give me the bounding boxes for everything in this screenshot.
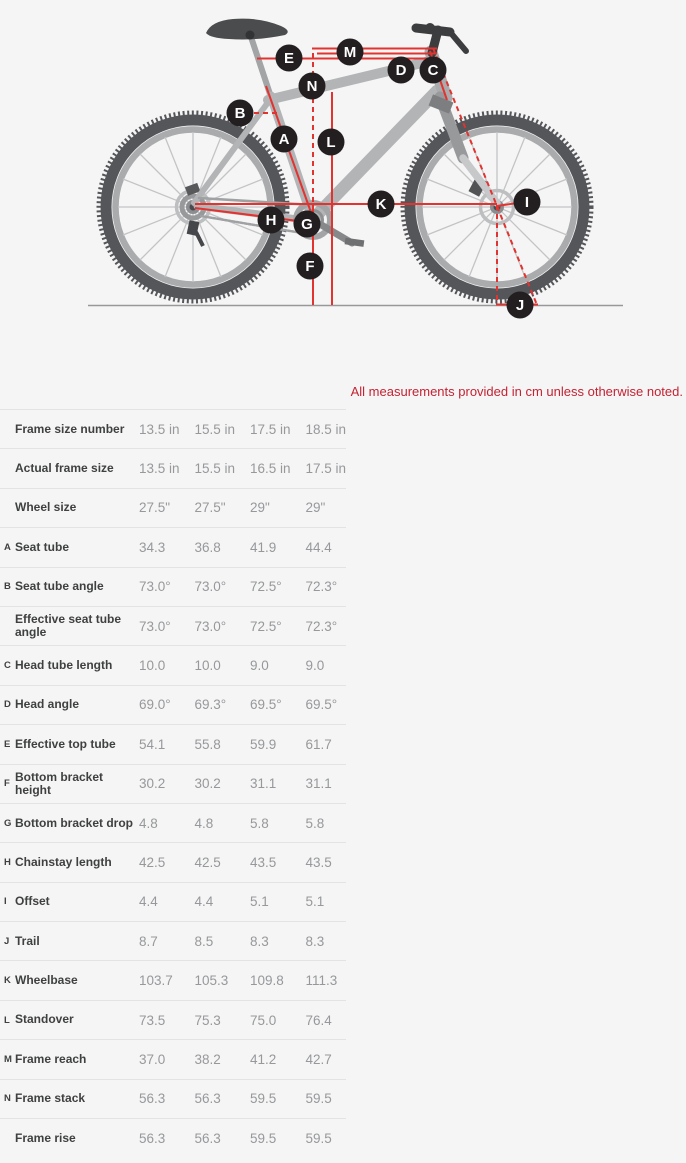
row-value: 30.2 [194,776,221,792]
row-letter: B [4,581,11,593]
row-label: Wheelbase [15,973,78,988]
row-value: 5.1 [305,894,325,910]
row-letter: G [4,817,12,829]
row-value: 13.5 in [139,421,180,437]
row-value: 43.5 [305,854,332,870]
row-value: 69.3° [194,697,227,713]
row-value: 17.5 in [250,421,291,437]
row-value: 27.5" [139,500,171,516]
row-label: Frame reach [15,1051,87,1066]
diagram-badge-c-icon [420,57,447,84]
row-label: Bottom bracket drop [15,815,134,830]
row-label: Effective seat tube angle [15,611,122,640]
row-letter: I [4,896,7,908]
row-letter: N [4,1093,11,1105]
row-value: 55.8 [194,736,221,752]
row-letter: D [4,699,11,711]
svg-text:D: D [395,62,407,80]
table-row [0,567,346,606]
table-row [0,1118,346,1157]
diagram-badge-a-icon [271,126,298,153]
row-value: 56.3 [194,1130,221,1146]
row-label: Bottom bracket height [15,769,104,797]
table-row [0,842,346,881]
geometry-table [0,409,346,1157]
row-value: 10.0 [139,658,166,674]
row-value: 13.5 in [139,461,180,477]
table-row [0,803,346,842]
row-value: 4.8 [194,815,214,831]
row-value: 41.2 [250,1051,277,1067]
row-value: 72.5° [250,579,282,595]
row-label: Frame size number [15,421,125,436]
row-value: 73.5 [139,1012,166,1028]
row-value: 4.8 [139,815,158,831]
row-value: 17.5 in [305,461,347,477]
svg-text:M: M [343,44,357,62]
row-label: Seat tube angle [15,579,104,594]
row-value: 73.0° [194,579,227,595]
row-value: 4.4 [139,894,158,910]
row-label: Actual frame size [15,460,114,475]
row-label: Effective top tube [15,736,116,751]
row-value: 42.7 [305,1051,332,1067]
svg-text:E: E [283,50,295,68]
row-value: 73.0° [139,618,171,634]
table-row [0,1039,346,1078]
row-value: 111.3 [305,973,338,989]
row-value: 15.5 in [194,461,236,477]
row-value: 34.3 [139,539,166,555]
row-value: 42.5 [139,854,166,870]
row-letter: L [4,1014,10,1026]
row-value: 105.3 [194,973,229,989]
row-value: 8.3 [250,933,269,949]
row-value: 73.0° [139,579,171,595]
row-value: 56.3 [139,1091,166,1107]
row-label: Seat tube [15,539,70,554]
row-label: Frame stack [15,1091,86,1106]
diagram-badge-h-icon [258,207,285,234]
svg-text:L: L [326,134,336,152]
row-value: 69.5° [250,697,282,713]
table-row [0,724,346,763]
row-value: 69.0° [139,697,171,713]
svg-text:B: B [234,105,246,123]
table-row [0,488,346,527]
svg-text:G: G [301,216,313,234]
row-value: 29" [250,500,270,516]
row-value: 59.5 [250,1130,277,1146]
row-value: 76.4 [305,1012,332,1028]
row-label: Head tube length [15,657,113,672]
row-value: 59.9 [250,736,277,752]
table-row [0,960,346,999]
diagram-badge-m-icon [337,39,364,66]
row-value: 73.0° [194,618,227,634]
diagram-badge-n-icon [299,73,326,100]
row-value: 43.5 [250,854,277,870]
row-value: 72.3° [305,618,338,634]
row-value: 37.0 [139,1051,166,1067]
row-value: 75.0 [250,1012,277,1028]
row-value: 72.3° [305,579,338,595]
row-value: 109.8 [250,973,284,989]
diagram-badge-b-icon [227,100,254,127]
row-value: 15.5 in [194,421,236,437]
svg-text:K: K [375,196,387,214]
row-value: 16.5 in [250,461,291,477]
row-value: 44.4 [305,539,332,555]
row-value: 38.2 [194,1051,221,1067]
row-value: 36.8 [194,539,221,555]
row-value: 56.3 [139,1130,166,1146]
row-value: 29" [305,500,326,516]
svg-text:J: J [515,297,525,315]
table-row [0,606,346,645]
row-value: 59.5 [305,1130,332,1146]
row-letter: H [4,856,11,868]
row-value: 103.7 [139,973,173,989]
row-value: 8.7 [139,933,158,949]
row-label: Head angle [15,697,80,712]
rear-wheel-icon [99,113,287,301]
table-row [0,409,346,448]
measurement-note: All measurements provided in cm unless otherwise noted. [350,384,683,399]
row-letter: A [4,541,11,553]
table-row [0,645,346,684]
row-value: 5.1 [250,894,269,910]
table-row [0,1000,346,1039]
diagram-badge-j-icon [507,292,534,319]
row-value: 8.3 [305,933,325,949]
row-letter: M [4,1053,12,1065]
table-row [0,764,346,803]
diagram-badge-l-icon [318,129,345,156]
svg-text:H: H [265,212,277,230]
table-row [0,1079,346,1118]
row-value: 5.8 [250,815,269,831]
row-letter: F [4,778,10,790]
row-label: Offset [15,894,50,909]
row-value: 31.1 [305,776,332,792]
row-label: Standover [15,1012,74,1027]
diagram-badge-i-icon [514,189,541,216]
row-value: 54.1 [139,736,166,752]
diagram-badge-f-icon [297,253,324,280]
row-value: 59.5 [305,1091,332,1107]
row-value: 9.0 [305,658,325,674]
row-label: Chainstay length [15,854,112,869]
bike-geometry-diagram [0,0,686,345]
diagram-badge-e-icon [276,45,303,72]
row-value: 9.0 [250,658,269,674]
row-value: 10.0 [194,658,221,674]
row-letter: E [4,738,11,750]
diagram-badge-d-icon [388,57,415,84]
diagram-badge-k-icon [368,191,395,218]
table-row [0,882,346,921]
row-value: 42.5 [194,854,221,870]
row-value: 61.7 [305,736,332,752]
svg-text:F: F [305,258,315,276]
row-value: 75.3 [194,1012,221,1028]
svg-text:I: I [524,194,530,212]
row-value: 59.5 [250,1091,277,1107]
row-value: 30.2 [139,776,166,792]
table-row [0,921,346,960]
row-value: 72.5° [250,618,282,634]
row-letter: J [4,935,10,947]
row-value: 31.1 [250,776,277,792]
row-value: 27.5" [194,500,226,516]
table-row [0,685,346,724]
row-label: Wheel size [15,500,77,515]
diagram-badge-g-icon [294,211,321,238]
table-row [0,448,346,487]
svg-text:C: C [427,62,439,80]
row-value: 69.5° [305,697,338,713]
row-value: 18.5 in [305,421,347,437]
row-label: Trail [15,933,40,948]
bike-diagram-svg [0,0,686,345]
row-value: 8.5 [194,933,214,949]
row-letter: K [4,975,11,987]
row-value: 5.8 [305,815,325,831]
row-value: 41.9 [250,539,277,555]
svg-text:N: N [306,78,318,96]
row-letter: C [4,660,11,672]
svg-text:A: A [278,131,290,149]
row-value: 56.3 [194,1091,221,1107]
table-row [0,527,346,566]
row-label: Frame rise [15,1130,76,1145]
row-value: 4.4 [194,894,214,910]
